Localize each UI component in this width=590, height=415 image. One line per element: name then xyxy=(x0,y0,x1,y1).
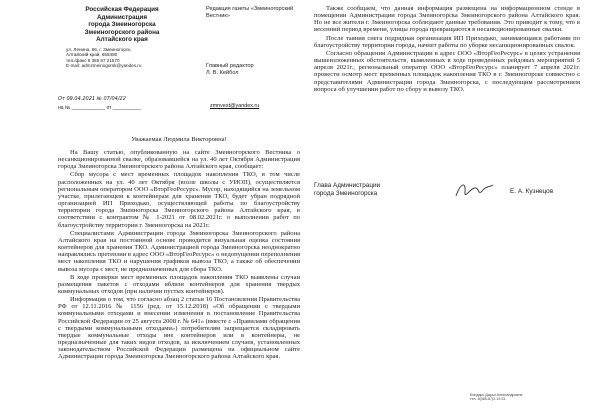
ref-line: на № ____________ от __________ xyxy=(58,105,141,111)
recipient-email: zmnvest@yandex.ru xyxy=(210,103,260,109)
address-line: E-mail: admzmeinogorsk@yandex.ru xyxy=(66,63,142,69)
reference-number xyxy=(58,96,141,114)
editor-line: Главный редактор xyxy=(206,63,254,69)
org-line: Российская Федерация xyxy=(85,6,159,13)
position-line: города Змеиногорска xyxy=(314,189,378,197)
org-line: Змеиногорского района xyxy=(84,28,160,36)
signatory-position xyxy=(314,182,380,197)
signatory-name: Е. А. Кузнецов xyxy=(510,188,554,195)
body-paragraph: Сбор мусора с мест временных площадок накопления ТКО, в том числе расположенных на ул. 40 лет Октября (возле школы с УИОП), осуществляется региональным оператором ООО «ВторГеоРесурс». Мусор, находящийся на земельном участке, прилегающем к контейнерам для хранения ТКО, будет убран подрядной организацией ИП Приходько, осуществляющей работы по благоустройству территории города Змеиногорска Змеиногорского района Алтайского края, в соответствии с контрактом № 1-2021 от 08.02.2021г. о выполнении работ по благоустройству территории г. Змеиногорска на 2021г. xyxy=(58,171,300,229)
body-paragraph: После таяния снега подрядная организация ИП Приходько, занимающаяся работами по благоустройству территории города, начнет работы по уборке несанкционированных свалок. xyxy=(314,34,580,49)
letterhead xyxy=(58,6,300,134)
body-paragraph: Согласно обращения Администрации в адрес ООО «ВторГеоРесурс» в целях устранения вышеизложенных обстоятельств, выявленных в ходе проведенных рейдовых мероприятий 5 апреля 2021г., региональный оператор ООО «ВторГеоРесурс» планирует 7 апреля 2021г. провести осмотр мест временных площадок накопления ТКО в г. Змеиногорске совместно с представителями Администрации города Змеиногорска, с последующим рассмотрением вопроса об улучшении работ по сбору и вывозу ТКО. xyxy=(314,49,580,93)
body-paragraph: В ходе проверки мест временных площадок накопления ТКО выявлены случаи размещения пакетов с отходами вблизи контейнеров для хранения твердых коммунальных отходов (при наличии пустых контейнеров). xyxy=(58,273,300,295)
body-paragraph: Также сообщаем, что данная информация размещена на информационном стенде в помещении Администрации города Змеиногорска Змеиногорского района Алтайского края. Но не все жители г. Змеиногорска соблюдают данные требования. Это приводит к тому, что в весенний период времени, улицы города превращаются в несанкционированные свалки. xyxy=(314,5,580,34)
org-line: Алтайского края xyxy=(96,36,148,43)
signature-block xyxy=(314,182,580,202)
recipient-editor xyxy=(206,63,316,77)
address-line: тел./факс 8 385 87 21570 xyxy=(66,57,120,63)
executor-line: тел. 8(385-87)2-19-51 xyxy=(470,397,506,402)
sender-address xyxy=(58,47,186,69)
ref-line: От 09.04.2021 № 07/04/22 xyxy=(58,96,126,102)
signature-scribble xyxy=(452,178,496,202)
executor-note xyxy=(470,393,522,401)
right-column xyxy=(314,5,580,94)
address-line: Алтайский край, 658480 xyxy=(66,52,118,58)
body-paragraph: На Вашу статью, опубликованную на сайте Змеиногорского Вестника о несанкционированной свалке, образовавшейся на ул. 40 лет Октября Администрация города Змеиногорска Змеиногорского района Алтайского края, сообщает: xyxy=(58,149,300,171)
body-paragraph: Информация о том, что согласно абзац 2 статьи 16 Постановления Правительства РФ от 12.11.2016 № 1156 (ред. от 15.12.2018) «Об обращении с твердыми коммунальными отходами и внесении изменения в постановление Правительства Российской Федерации от 25 августа 2008 г. № 641» (вместе с «Правилами обращения с твердыми коммунальными отходами») потребителям запрещается складировать твердые коммунальные отходы вне контейнеров или в контейнеры, не предназначенные для таких видов отходов, за исключением случаев, установленных законодательством Российской Федерации размещена на официальном сайте Администрации города Змеиногорска Змеиногорского района Алтайского края. xyxy=(58,296,300,361)
executor-line: Бондарь Дарья Александровна xyxy=(470,393,523,397)
greeting: Уважаемая Людмила Викторовна! xyxy=(131,136,227,143)
position-line: Глава Администрации xyxy=(314,182,381,189)
editor-line: Л. В. Кейбол xyxy=(206,70,239,76)
left-column xyxy=(58,6,300,362)
org-line: Администрация xyxy=(96,13,148,21)
body-paragraph: Специалистами Администрации города Змеиногорска Змеиногорского района Алтайского края на постоянной основе проводится визуальная оценка состояния контейнеров для хранения ТКО. Администрацией города Змеиногорска неоднократно направлялись претензии в адрес ООО «ВторГеоРесурс» о недопущении переполнения мест накопления ТКО и нарушения графиков вывоза ТКО, а также об обеспечении вывоза мусора с мест, не предназначенных для сбора ТКО. xyxy=(58,229,300,273)
sender-organization xyxy=(58,6,186,69)
org-line: города Змеиногорска xyxy=(88,21,156,28)
address-line: ул. Ленина, 66, г. Змеиногорск, xyxy=(66,46,132,52)
recipient-name: Редакция газеты «Змеиногорский Вестник» xyxy=(206,6,294,19)
